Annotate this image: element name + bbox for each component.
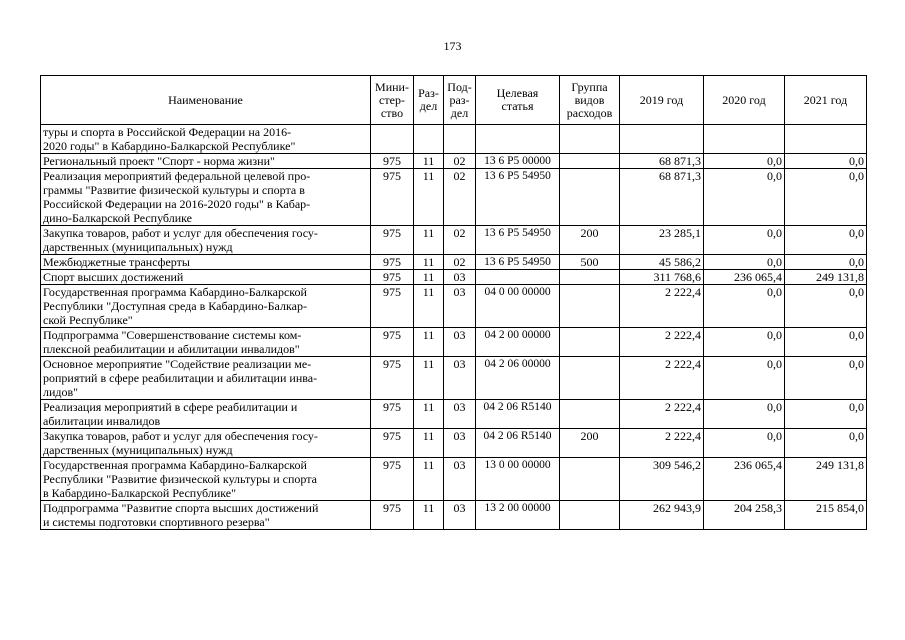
header-expense-group: Группа видов расходов	[560, 76, 620, 125]
row-target-article: 13 6 P5 54950	[476, 255, 560, 270]
row-expense-group: 200	[560, 429, 620, 458]
row-expense-group	[560, 328, 620, 357]
row-section: 11	[414, 400, 444, 429]
row-amount-2020: 0,0	[704, 285, 785, 328]
row-amount-2021: 0,0	[785, 357, 867, 400]
row-amount-2021: 249 131,8	[785, 458, 867, 501]
row-name: Реализация мероприятий в сфере реабилитации и абилитации инвалидов	[41, 400, 371, 429]
row-ministry: 975	[371, 255, 414, 270]
row-amount-2021: 249 131,8	[785, 270, 867, 285]
row-section: 11	[414, 255, 444, 270]
row-target-article	[476, 125, 560, 154]
row-amount-2020: 0,0	[704, 400, 785, 429]
row-expense-group	[560, 285, 620, 328]
header-target-article: Целевая статья	[476, 76, 560, 125]
row-expense-group	[560, 357, 620, 400]
row-subsection: 03	[444, 501, 476, 530]
row-expense-group	[560, 169, 620, 226]
row-amount-2020: 204 258,3	[704, 501, 785, 530]
header-subsection: Под- раз- дел	[444, 76, 476, 125]
row-amount-2019: 311 768,6	[620, 270, 704, 285]
row-ministry: 975	[371, 226, 414, 255]
row-ministry: 975	[371, 285, 414, 328]
row-amount-2020: 0,0	[704, 255, 785, 270]
table-row	[41, 125, 867, 154]
row-amount-2021: 0,0	[785, 255, 867, 270]
row-amount-2020: 0,0	[704, 226, 785, 255]
row-ministry: 975	[371, 458, 414, 501]
row-amount-2020: 0,0	[704, 169, 785, 226]
row-amount-2020	[704, 125, 785, 154]
table-row	[41, 285, 867, 328]
row-target-article: 13 2 00 00000	[476, 501, 560, 530]
row-expense-group	[560, 501, 620, 530]
table-row	[41, 501, 867, 530]
row-amount-2019	[620, 125, 704, 154]
row-ministry: 975	[371, 270, 414, 285]
row-target-article: 04 2 06 R5140	[476, 429, 560, 458]
row-ministry: 975	[371, 400, 414, 429]
row-amount-2019: 309 546,2	[620, 458, 704, 501]
row-section: 11	[414, 328, 444, 357]
row-amount-2021: 0,0	[785, 154, 867, 169]
row-section	[414, 125, 444, 154]
row-amount-2021: 215 854,0	[785, 501, 867, 530]
header-ministry: Мини- стер- ство	[371, 76, 414, 125]
row-amount-2020: 0,0	[704, 429, 785, 458]
row-expense-group: 500	[560, 255, 620, 270]
row-name: туры и спорта в Российской Федерации на 2016- 2020 годы" в Кабардино-Балкарской Республике"	[41, 125, 371, 154]
row-amount-2019: 262 943,9	[620, 501, 704, 530]
table-row	[41, 270, 867, 285]
row-amount-2021: 0,0	[785, 429, 867, 458]
row-subsection: 03	[444, 357, 476, 400]
row-amount-2021: 0,0	[785, 328, 867, 357]
row-expense-group	[560, 400, 620, 429]
row-subsection: 03	[444, 400, 476, 429]
table-row	[41, 400, 867, 429]
row-name: Региональный проект "Спорт - норма жизни"	[41, 154, 371, 169]
row-amount-2019: 2 222,4	[620, 285, 704, 328]
row-expense-group	[560, 125, 620, 154]
row-amount-2020: 236 065,4	[704, 270, 785, 285]
table-row	[41, 255, 867, 270]
page-number: 173	[443, 39, 462, 53]
row-target-article: 13 6 P5 54950	[476, 226, 560, 255]
row-amount-2019: 2 222,4	[620, 357, 704, 400]
row-ministry: 975	[371, 501, 414, 530]
row-amount-2021: 0,0	[785, 285, 867, 328]
row-section: 11	[414, 429, 444, 458]
row-amount-2019: 2 222,4	[620, 328, 704, 357]
header-name: Наименование	[41, 76, 371, 125]
row-target-article: 04 0 00 00000	[476, 285, 560, 328]
row-name: Закупка товаров, работ и услуг для обеспечения госу- дарственных (муниципальных) нужд	[41, 226, 371, 255]
row-target-article: 13 0 00 00000	[476, 458, 560, 501]
row-subsection: 02	[444, 255, 476, 270]
row-name: Межбюджетные трансферты	[41, 255, 371, 270]
row-amount-2021: 0,0	[785, 226, 867, 255]
row-section: 11	[414, 357, 444, 400]
budget-table	[40, 75, 867, 530]
row-target-article: 04 2 06 00000	[476, 357, 560, 400]
row-subsection: 03	[444, 328, 476, 357]
row-target-article: 04 2 06 R5140	[476, 400, 560, 429]
row-name: Подпрограмма "Совершенствование системы ком- плексной реабилитации и абилитации инвалидов"	[41, 328, 371, 357]
table-row	[41, 328, 867, 357]
table-row	[41, 169, 867, 226]
row-subsection: 03	[444, 270, 476, 285]
row-name: Государственная программа Кабардино-Балкарской Республики "Доступная среда в Кабардино-Балкар- ской Республике"	[41, 285, 371, 328]
row-section: 11	[414, 285, 444, 328]
row-subsection: 03	[444, 458, 476, 501]
row-amount-2021: 0,0	[785, 169, 867, 226]
row-ministry: 975	[371, 169, 414, 226]
row-target-article: 13 6 P5 00000	[476, 154, 560, 169]
row-amount-2019: 68 871,3	[620, 169, 704, 226]
row-name: Государственная программа Кабардино-Балкарской Республики "Развитие физической культуры и спорта в Кабардино-Балкарской Республике"	[41, 458, 371, 501]
row-subsection: 02	[444, 154, 476, 169]
row-ministry: 975	[371, 154, 414, 169]
header-section: Раз- дел	[414, 76, 444, 125]
row-name: Подпрограмма "Развитие спорта высших достижений и системы подготовки спортивного резерва"	[41, 501, 371, 530]
table-row	[41, 154, 867, 169]
row-expense-group	[560, 270, 620, 285]
row-section: 11	[414, 270, 444, 285]
header-2019: 2019 год	[620, 76, 704, 125]
row-subsection: 02	[444, 226, 476, 255]
row-amount-2020: 0,0	[704, 328, 785, 357]
row-subsection	[444, 125, 476, 154]
row-subsection: 03	[444, 429, 476, 458]
row-amount-2019: 45 586,2	[620, 255, 704, 270]
row-target-article: 13 6 P5 54950	[476, 169, 560, 226]
row-ministry: 975	[371, 328, 414, 357]
row-ministry: 975	[371, 357, 414, 400]
row-amount-2021	[785, 125, 867, 154]
row-name: Реализация мероприятий федеральной целевой про- граммы "Развитие физической культуры и спорта в Российской Федерации на 2016-2020 годы" в Кабар- дино-Балкарской Республике	[41, 169, 371, 226]
row-expense-group	[560, 458, 620, 501]
row-amount-2019: 2 222,4	[620, 400, 704, 429]
table-header-row	[41, 76, 867, 125]
row-amount-2019: 23 285,1	[620, 226, 704, 255]
table-row	[41, 357, 867, 400]
row-ministry	[371, 125, 414, 154]
table-row	[41, 458, 867, 501]
row-amount-2020: 236 065,4	[704, 458, 785, 501]
row-subsection: 02	[444, 169, 476, 226]
row-amount-2020: 0,0	[704, 154, 785, 169]
row-expense-group: 200	[560, 226, 620, 255]
table-row	[41, 429, 867, 458]
row-amount-2019: 68 871,3	[620, 154, 704, 169]
row-section: 11	[414, 169, 444, 226]
row-amount-2020: 0,0	[704, 357, 785, 400]
row-amount-2019: 2 222,4	[620, 429, 704, 458]
row-name: Спорт высших достижений	[41, 270, 371, 285]
header-2020: 2020 год	[704, 76, 785, 125]
row-section: 11	[414, 154, 444, 169]
row-section: 11	[414, 501, 444, 530]
row-expense-group	[560, 154, 620, 169]
table-row	[41, 226, 867, 255]
row-name: Основное мероприятие "Содействие реализации ме- роприятий в сфере реабилитации и абилитации инва- лидов"	[41, 357, 371, 400]
row-target-article: 04 2 00 00000	[476, 328, 560, 357]
row-name: Закупка товаров, работ и услуг для обеспечения госу- дарственных (муниципальных) нужд	[41, 429, 371, 458]
row-amount-2021: 0,0	[785, 400, 867, 429]
row-target-article	[476, 270, 560, 285]
row-section: 11	[414, 226, 444, 255]
header-2021: 2021 год	[785, 76, 867, 125]
row-subsection: 03	[444, 285, 476, 328]
row-section: 11	[414, 458, 444, 501]
row-ministry: 975	[371, 429, 414, 458]
